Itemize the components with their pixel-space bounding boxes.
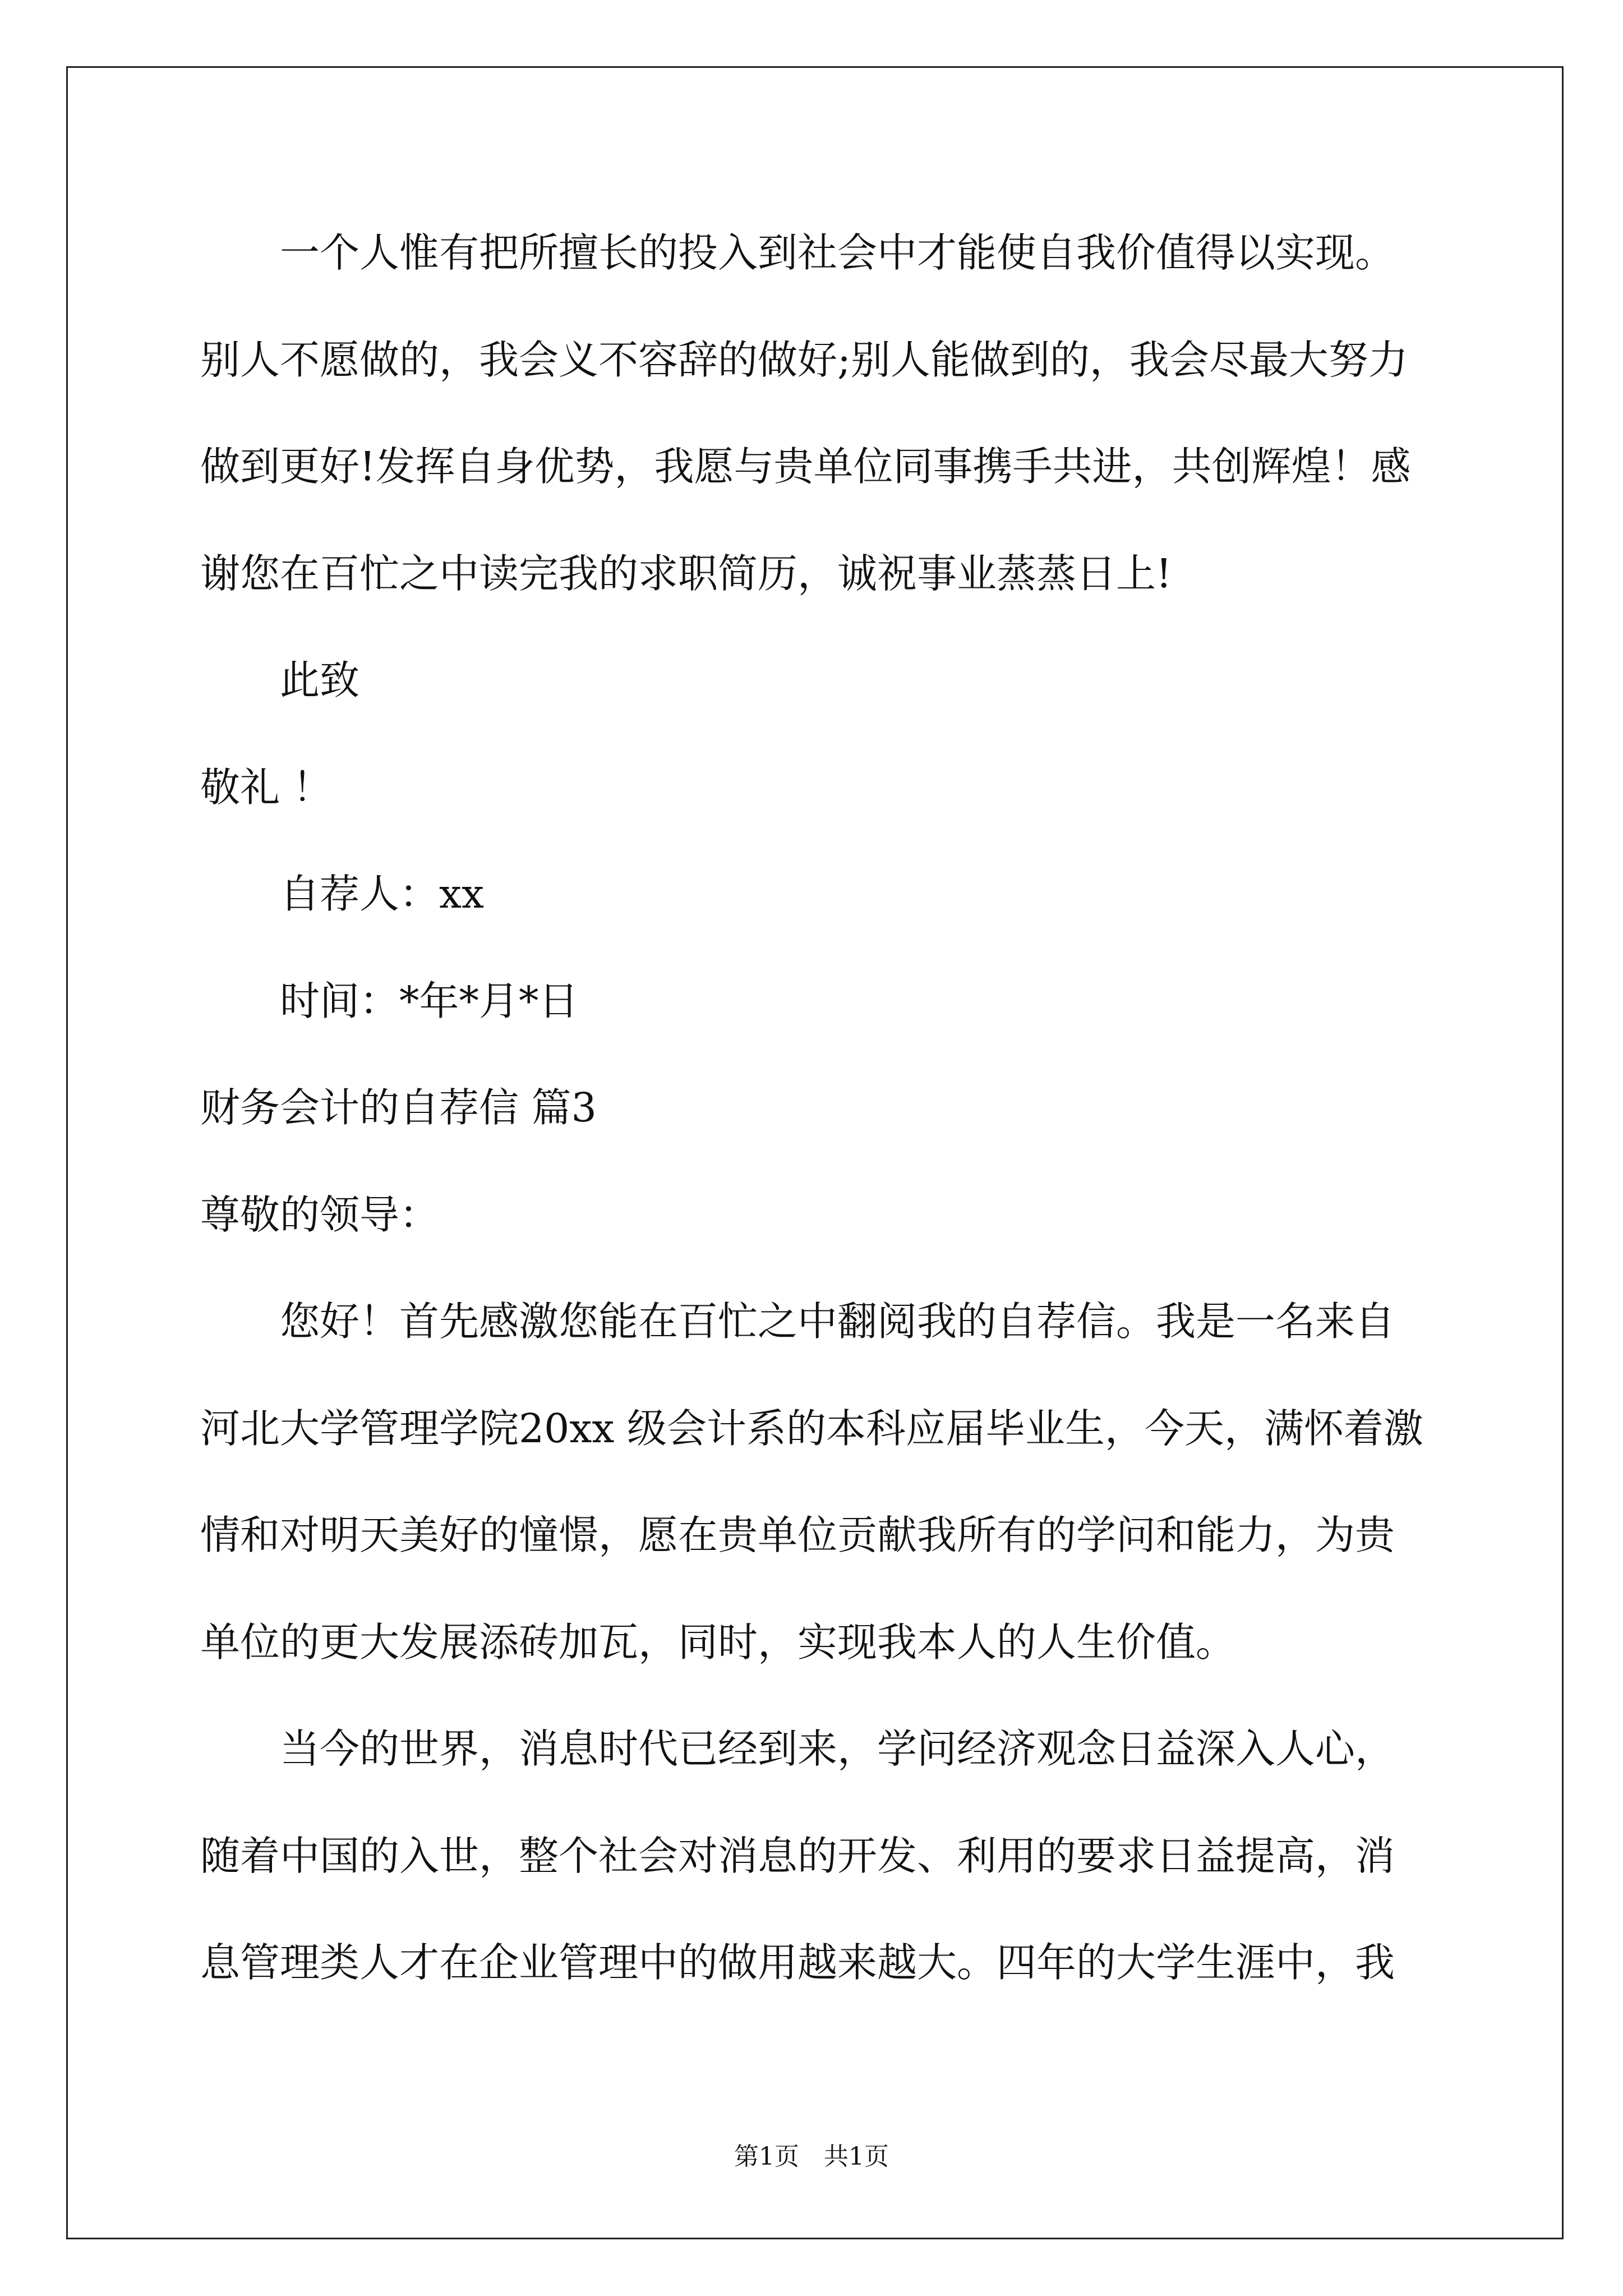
page-total: 共1页 (824, 2142, 889, 2171)
paragraph-line: 别人不愿做的，我会义不容辞的做好;别人能做到的，我会尽最大努力 (200, 336, 1408, 383)
paragraph-line: 单位的更大发展添砖加瓦，同时，实现我本人的人生价值。 (200, 1618, 1236, 1665)
paragraph-line: 当今的世界，消息时代已经到来，学问经济观念日益深入人心， (280, 1726, 1395, 1772)
paragraph-line: 息管理类人才在企业管理中的做用越来越大。四年的大学生涯中，我 (200, 1939, 1395, 1986)
section-heading: 财务会计的自荐信 篇3 (200, 1084, 597, 1131)
document-body (200, 200, 1507, 2017)
paragraph-line: 情和对明天美好的憧憬，愿在贵单位贡献我所有的学问和能力，为贵 (200, 1512, 1395, 1558)
signature-line: 自荐人：xx (280, 871, 485, 917)
greeting-line: 尊敬的领导： (200, 1191, 440, 1238)
paragraph-line: 河北大学管理学院20xx 级会计系的本科应届毕业生，今天，满怀着激 (200, 1405, 1423, 1452)
paragraph-line: 做到更好!发挥自身优势，我愿与贵单位同事携手共进，共创辉煌！感 (200, 443, 1411, 490)
closing-phrase: 此致 (280, 657, 360, 703)
paragraph-line: 您好！首先感激您能在百忙之中翻阅我的自荐信。我是一名来自 (280, 1298, 1395, 1345)
page-footer (0, 2140, 1623, 2174)
closing-salutation: 敬礼 ！ (200, 763, 333, 811)
paragraph-line: 一个人惟有把所擅长的投入到社会中才能使自我价值得以实现。 (280, 229, 1395, 276)
paragraph-line: 谢您在百忙之中读完我的求职简历，诚祝事业蒸蒸日上! (200, 550, 1172, 597)
paragraph-line: 随着中国的入世，整个社会对消息的开发、利用的要求日益提高，消 (200, 1832, 1395, 1879)
page-number: 第1页 (734, 2142, 799, 2171)
date-line: 时间：*年*月*日 (280, 977, 579, 1024)
